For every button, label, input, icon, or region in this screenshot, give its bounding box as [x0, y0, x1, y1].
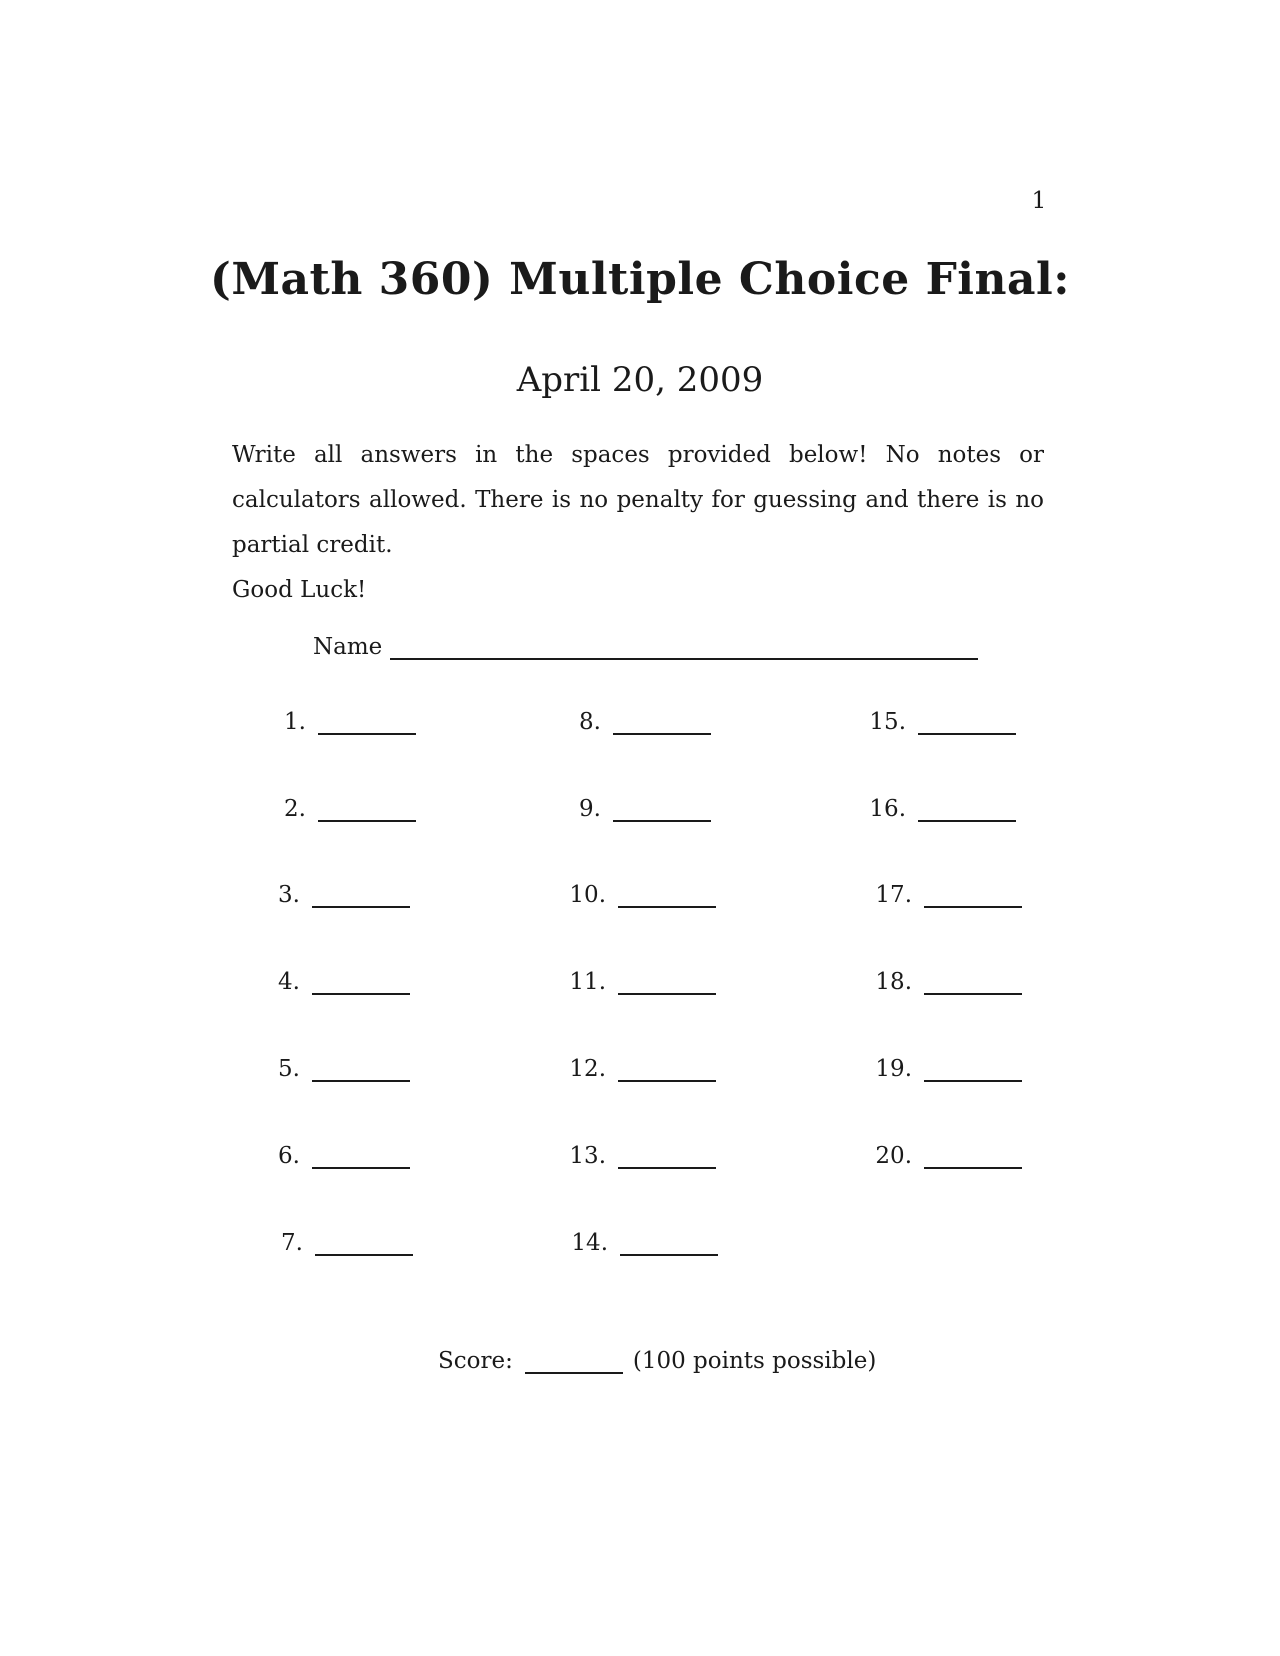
answer-blank-10[interactable]	[618, 882, 716, 908]
answer-row-7	[255, 1224, 413, 1256]
score-note: (100 points possible)	[632, 1348, 877, 1374]
answer-row-19	[864, 1050, 1022, 1082]
answer-number: 5.	[278, 1056, 300, 1082]
answer-row-2	[258, 790, 416, 822]
answer-row-3	[252, 876, 410, 908]
answer-number: 15.	[869, 709, 906, 735]
instructions-text: Write all answers in the spaces provided below! No notes or calculators allowed. There is no penalty for guessing and there is no partial credit.	[232, 442, 1044, 558]
name-label: Name	[313, 634, 383, 660]
answer-row-10	[558, 876, 716, 908]
answer-row-20	[864, 1137, 1022, 1169]
answer-number: 11.	[569, 969, 606, 995]
answer-row-6	[252, 1137, 410, 1169]
answer-row-11	[558, 963, 716, 995]
answer-blank-12[interactable]	[618, 1056, 716, 1082]
exam-date: April 20, 2009	[516, 360, 764, 400]
answer-number: 8.	[579, 709, 601, 735]
answer-blank-13[interactable]	[618, 1143, 716, 1169]
score-blank[interactable]	[525, 1348, 623, 1374]
answer-blank-8[interactable]	[613, 709, 711, 735]
page-number: 1	[1031, 188, 1047, 214]
answer-row-18	[864, 963, 1022, 995]
answer-number: 4.	[278, 969, 300, 995]
answer-blank-1[interactable]	[318, 709, 416, 735]
answer-row-13	[558, 1137, 716, 1169]
page-title: (Math 360) Multiple Choice Final:	[210, 254, 1070, 305]
answer-number: 2.	[284, 796, 306, 822]
answer-row-12	[558, 1050, 716, 1082]
answer-number: 13.	[569, 1143, 606, 1169]
answer-number: 6.	[278, 1143, 300, 1169]
answer-blank-6[interactable]	[312, 1143, 410, 1169]
answer-number: 17.	[875, 882, 912, 908]
answer-row-5	[252, 1050, 410, 1082]
answer-row-8	[553, 703, 711, 735]
answer-number: 18.	[875, 969, 912, 995]
answer-number: 9.	[579, 796, 601, 822]
answer-row-9	[553, 790, 711, 822]
answer-number: 3.	[278, 882, 300, 908]
good-luck-text: Good Luck!	[232, 577, 367, 603]
answer-number: 10.	[569, 882, 606, 908]
answer-blank-20[interactable]	[924, 1143, 1022, 1169]
answer-blank-18[interactable]	[924, 969, 1022, 995]
answer-blank-19[interactable]	[924, 1056, 1022, 1082]
answer-row-14	[560, 1224, 718, 1256]
score-label: Score:	[438, 1348, 513, 1374]
answer-blank-5[interactable]	[312, 1056, 410, 1082]
answer-number: 1.	[284, 709, 306, 735]
answer-number: 14.	[571, 1230, 608, 1256]
answer-row-17	[864, 876, 1022, 908]
answer-blank-3[interactable]	[312, 882, 410, 908]
answer-blank-15[interactable]	[918, 709, 1016, 735]
answer-blank-11[interactable]	[618, 969, 716, 995]
answer-row-15	[858, 703, 1016, 735]
instructions	[232, 433, 1044, 613]
answer-blank-14[interactable]	[620, 1230, 718, 1256]
answer-blank-17[interactable]	[924, 882, 1022, 908]
answer-number: 16.	[869, 796, 906, 822]
answer-row-16	[858, 790, 1016, 822]
name-blank[interactable]	[390, 632, 978, 660]
answer-blank-9[interactable]	[613, 796, 711, 822]
answer-row-1	[258, 703, 416, 735]
answer-blank-7[interactable]	[315, 1230, 413, 1256]
answer-blank-2[interactable]	[318, 796, 416, 822]
answer-blank-4[interactable]	[312, 969, 410, 995]
score-row	[438, 1340, 876, 1374]
answer-number: 20.	[875, 1143, 912, 1169]
answer-blank-16[interactable]	[918, 796, 1016, 822]
answer-number: 12.	[569, 1056, 606, 1082]
answer-row-4	[252, 963, 410, 995]
answer-number: 19.	[875, 1056, 912, 1082]
name-field-row	[313, 624, 978, 660]
answer-number: 7.	[281, 1230, 303, 1256]
